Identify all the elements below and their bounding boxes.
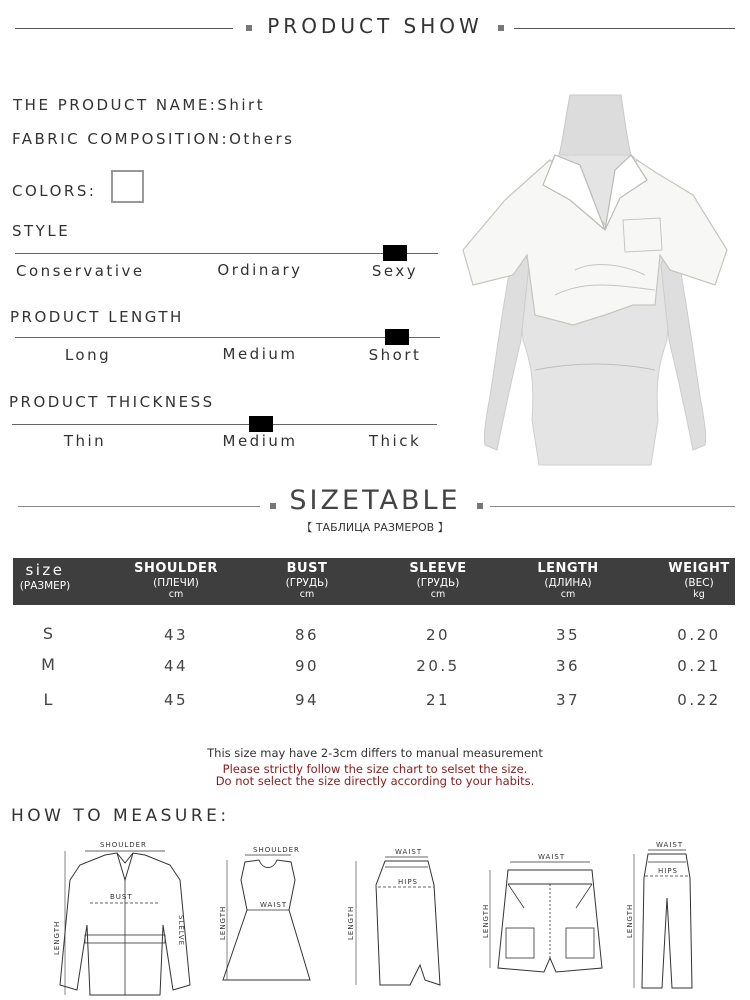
divider-right bbox=[514, 28, 735, 29]
size-cell: L bbox=[43, 690, 53, 709]
fabric-value: Others bbox=[229, 130, 295, 148]
column-header-size: size (РАЗМЕР) bbox=[19, 561, 71, 592]
thickness-option-thin: Thin bbox=[63, 432, 107, 450]
style-option-conservative: Conservative bbox=[16, 262, 145, 280]
bust-cell: 90 bbox=[294, 657, 320, 675]
svg-text:LENGTH: LENGTH bbox=[482, 903, 490, 938]
thickness-scale-track bbox=[12, 424, 437, 425]
divider-square bbox=[477, 503, 483, 509]
weight-cell: 0.20 bbox=[677, 626, 721, 644]
shoulder-cell: 43 bbox=[163, 626, 189, 644]
divider-square bbox=[246, 25, 252, 31]
svg-text:LENGTH: LENGTH bbox=[53, 920, 61, 955]
how-to-measure-title: HOW TO MEASURE: bbox=[11, 806, 230, 826]
size-cell: S bbox=[42, 624, 54, 643]
svg-text:WAIST: WAIST bbox=[538, 853, 566, 861]
length-title: PRODUCT LENGTH bbox=[10, 308, 184, 326]
svg-text:LENGTH: LENGTH bbox=[219, 905, 227, 940]
svg-text:WAIST: WAIST bbox=[395, 848, 423, 856]
weight-cell: 0.22 bbox=[677, 691, 721, 709]
style-title: STYLE bbox=[12, 222, 71, 240]
divider-right bbox=[490, 506, 735, 507]
length-option-short: Short bbox=[368, 346, 422, 364]
divider-left bbox=[15, 28, 233, 29]
product-photo bbox=[455, 90, 735, 470]
warning-note-1: Please strictly follow the size chart to selset the size. bbox=[222, 762, 528, 776]
style-scale-marker bbox=[383, 245, 407, 261]
svg-text:WAIST: WAIST bbox=[656, 841, 684, 849]
product-name-row bbox=[13, 96, 265, 114]
warning-note-2: Do not select the size directly according to your habits. bbox=[215, 774, 535, 788]
svg-text:LENGTH: LENGTH bbox=[626, 903, 634, 938]
sleeve-cell: 20 bbox=[425, 626, 451, 644]
skirt-measure-diagram bbox=[340, 845, 450, 1000]
size-cell: M bbox=[41, 655, 55, 674]
divider-left bbox=[18, 506, 260, 507]
page-title: PRODUCT SHOW bbox=[267, 14, 483, 38]
product-name-value: Shirt bbox=[217, 96, 266, 114]
colors-label: COLORS: bbox=[12, 182, 97, 200]
product-name-label: THE PRODUCT NAME: bbox=[13, 96, 218, 114]
sizetable-subtitle: 【 ТАБЛИЦА РАЗМЕРОВ 】 bbox=[301, 521, 449, 534]
length-option-medium: Medium bbox=[222, 345, 298, 363]
svg-text:WAIST: WAIST bbox=[260, 901, 288, 909]
fabric-row bbox=[12, 130, 294, 148]
length-cell: 37 bbox=[555, 691, 581, 709]
shoulder-cell: 44 bbox=[163, 657, 189, 675]
svg-text:HIPS: HIPS bbox=[398, 878, 418, 886]
dress-measure-diagram bbox=[215, 840, 315, 1000]
thickness-option-thick: Thick bbox=[368, 432, 422, 450]
thickness-title: PRODUCT THICKNESS bbox=[9, 393, 215, 411]
weight-cell: 0.21 bbox=[677, 657, 721, 675]
column-header-weight: WEIGHT (ВЕС) kg bbox=[668, 561, 730, 600]
style-option-sexy: Sexy bbox=[371, 262, 419, 280]
divider-square bbox=[270, 503, 276, 509]
svg-text:BUST: BUST bbox=[110, 893, 133, 901]
length-scale-marker bbox=[385, 329, 409, 345]
jacket-measure-diagram bbox=[45, 835, 205, 1000]
fabric-label: FABRIC COMPOSITION: bbox=[12, 130, 230, 148]
sleeve-cell: 20.5 bbox=[416, 657, 460, 675]
sleeve-cell: 21 bbox=[425, 691, 451, 709]
pants-measure-diagram bbox=[620, 838, 710, 1000]
shoulder-cell: 45 bbox=[163, 691, 189, 709]
svg-text:HIPS: HIPS bbox=[658, 867, 678, 875]
style-option-ordinary: Ordinary bbox=[217, 261, 303, 279]
length-option-long: Long bbox=[64, 346, 112, 364]
thickness-scale-marker bbox=[249, 416, 273, 432]
svg-text:LENGTH: LENGTH bbox=[347, 905, 355, 940]
svg-text:SLELVE: SLELVE bbox=[177, 915, 185, 947]
column-header-length: LENGTH (ДЛИНА) cm bbox=[537, 561, 599, 600]
divider-square bbox=[498, 25, 504, 31]
length-scale-track bbox=[15, 337, 440, 338]
svg-text:SHOULDER: SHOULDER bbox=[100, 841, 147, 849]
length-cell: 35 bbox=[555, 626, 581, 644]
sizetable-title: SIZETABLE bbox=[289, 485, 461, 516]
column-header-bust: BUST (ГРУДЬ) cm bbox=[285, 561, 329, 600]
column-header-shoulder: SHOULDER (ПЛЕЧИ) cm bbox=[134, 561, 218, 600]
bust-cell: 86 bbox=[294, 626, 320, 644]
column-header-sleeve: SLEEVE (ГРУДЬ) cm bbox=[409, 561, 467, 600]
measurement-note: This size may have 2-3cm differs to manual measurement bbox=[207, 746, 543, 760]
thickness-option-medium: Medium bbox=[222, 432, 298, 450]
shorts-measure-diagram bbox=[478, 848, 618, 978]
svg-text:SHOULDER: SHOULDER bbox=[253, 846, 300, 854]
color-swatch-white[interactable] bbox=[111, 170, 144, 203]
bust-cell: 94 bbox=[294, 691, 320, 709]
length-cell: 36 bbox=[555, 657, 581, 675]
style-scale-track bbox=[15, 253, 438, 254]
